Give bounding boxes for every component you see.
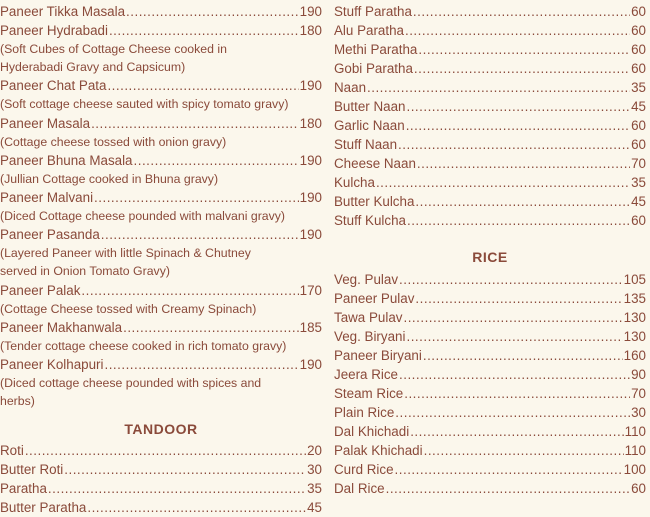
- item-name: Veg. Pulav: [334, 272, 399, 287]
- menu-item: [0, 318, 322, 337]
- item-description: (Cottage cheese tossed with onion gravy): [0, 134, 227, 149]
- item-price: 105: [623, 272, 646, 287]
- item-price: 190: [299, 78, 322, 94]
- item-price: 70: [631, 156, 646, 171]
- dot-leader: [386, 479, 630, 498]
- dot-leader: [101, 225, 299, 244]
- menu-item: [334, 441, 646, 460]
- item-name: Paneer Chat Pata: [0, 78, 107, 94]
- item-price: 35: [307, 481, 322, 497]
- dot-leader: [134, 151, 299, 170]
- item-name: Veg. Biryani: [334, 329, 406, 344]
- item-price: 135: [623, 291, 646, 306]
- item-description: herbs): [0, 394, 35, 409]
- item-name: Butter Paratha: [0, 500, 87, 516]
- menu-item: [334, 346, 646, 365]
- menu-item: [334, 116, 646, 135]
- dot-leader: [126, 2, 299, 21]
- item-description: (Tender cottage cheese cooked in rich tomato gravy): [0, 338, 287, 353]
- item-price: 180: [299, 115, 322, 131]
- menu-item: [334, 21, 646, 40]
- dot-leader: [91, 114, 299, 133]
- dot-leader: [415, 289, 622, 308]
- dot-leader: [417, 154, 630, 173]
- dot-leader: [399, 365, 630, 384]
- item-name: Curd Rice: [334, 462, 394, 477]
- menu-item: [0, 355, 322, 374]
- menu-item: [334, 154, 646, 173]
- menu-item: [334, 211, 646, 230]
- item-price: 190: [299, 227, 322, 243]
- menu-item: [0, 460, 322, 479]
- dot-leader: [87, 498, 306, 517]
- item-name: Alu Paratha: [334, 23, 404, 38]
- dot-leader: [415, 192, 630, 211]
- item-price: 60: [631, 23, 646, 38]
- rice-list: [334, 270, 646, 498]
- item-price: 20: [307, 443, 322, 459]
- dot-leader: [376, 173, 630, 192]
- item-name: Methi Paratha: [334, 42, 418, 57]
- item-price: 60: [631, 42, 646, 57]
- menu-item: [334, 479, 646, 498]
- dot-leader: [48, 479, 306, 498]
- item-price: 60: [631, 137, 646, 152]
- item-price: 70: [631, 386, 646, 401]
- tandoor-list: [0, 441, 322, 517]
- item-name: Paneer Bhuna Masala: [0, 152, 133, 168]
- left-column: [0, 2, 322, 517]
- item-name: Paneer Biryani: [334, 348, 422, 363]
- menu-item: [0, 281, 322, 300]
- dot-leader: [410, 422, 623, 441]
- item-price: 130: [623, 329, 646, 344]
- menu-item: [334, 135, 646, 154]
- item-name: Cheese Naan: [334, 156, 416, 171]
- menu-item: [334, 384, 646, 403]
- item-price: 190: [299, 190, 322, 206]
- item-price: 45: [631, 99, 646, 114]
- dot-leader: [107, 76, 298, 95]
- menu-item: [0, 76, 322, 95]
- menu-item: [0, 479, 322, 498]
- item-name: Plain Rice: [334, 405, 395, 420]
- dot-leader: [367, 78, 630, 97]
- item-price: 45: [631, 194, 646, 209]
- dot-leader: [424, 441, 624, 460]
- menu-item: [0, 225, 322, 244]
- menu-item: [334, 327, 646, 346]
- dot-leader: [418, 40, 630, 59]
- dot-leader: [395, 460, 623, 479]
- item-name: Paratha: [0, 481, 47, 497]
- item-price: 190: [299, 4, 322, 19]
- item-price: 30: [307, 462, 322, 478]
- menu-item: [334, 365, 646, 384]
- item-name: Garlic Naan: [334, 118, 405, 133]
- item-description: Hyderabadi Gravy and Capsicum): [0, 60, 186, 75]
- menu-item: [334, 460, 646, 479]
- bread-list: [334, 2, 646, 230]
- rice-heading: RICE: [472, 249, 508, 265]
- item-name: Paneer Pulav: [334, 291, 415, 306]
- item-name: Dal Rice: [334, 481, 385, 496]
- item-price: 60: [631, 61, 646, 76]
- item-price: 130: [623, 310, 646, 325]
- item-price: 110: [624, 443, 646, 458]
- item-name: Paneer Masala: [0, 115, 91, 131]
- item-name: Paneer Hydrabadi: [0, 23, 108, 38]
- item-name: Naan: [334, 80, 367, 95]
- item-price: 100: [623, 462, 646, 477]
- menu-item: [334, 270, 646, 289]
- item-price: 60: [631, 481, 646, 496]
- item-description: (Diced cottage cheese pounded with spices and: [0, 376, 262, 391]
- dot-leader: [81, 281, 298, 300]
- menu-item: [334, 192, 646, 211]
- item-name: Paneer Kolhapuri: [0, 357, 104, 373]
- dot-leader: [109, 21, 299, 40]
- dot-leader: [407, 211, 630, 230]
- item-description: (Diced Cottage cheese pounded with malvani gravy): [0, 209, 286, 224]
- item-name: Kulcha: [334, 175, 375, 190]
- dot-leader: [405, 21, 630, 40]
- dot-leader: [25, 441, 306, 460]
- dot-leader: [395, 403, 630, 422]
- item-price: 60: [631, 213, 646, 228]
- dot-leader: [64, 460, 306, 479]
- item-price: 35: [631, 175, 646, 190]
- item-price: 60: [631, 118, 646, 133]
- menu-item: [0, 2, 322, 21]
- item-price: 90: [631, 367, 646, 382]
- menu-item: [334, 78, 646, 97]
- menu-item: [334, 173, 646, 192]
- tandoor-heading: TANDOOR: [124, 421, 198, 438]
- paneer-list: [0, 2, 322, 410]
- item-name: Stuff Naan: [334, 137, 398, 152]
- dot-leader: [413, 2, 630, 21]
- item-price: 190: [299, 152, 322, 168]
- item-name: Butter Roti: [0, 462, 64, 478]
- menu-item: [334, 40, 646, 59]
- item-name: Stuff Kulcha: [334, 213, 406, 228]
- item-description: (Soft Cubes of Cottage Cheese cooked in: [0, 42, 227, 56]
- dot-leader: [406, 97, 630, 116]
- menu-item: [334, 2, 646, 21]
- menu-item: [334, 403, 646, 422]
- item-description: (Soft cottage cheese sauted with spicy tomato gravy): [0, 97, 289, 112]
- item-price: 170: [299, 282, 322, 298]
- menu-item: [334, 308, 646, 327]
- item-price: 185: [299, 319, 322, 335]
- item-description: (Layered Paneer with little Spinach & Chutney: [0, 246, 251, 261]
- item-name: Jeera Rice: [334, 367, 399, 382]
- item-description: served in Onion Tomato Gravy): [0, 264, 170, 279]
- dot-leader: [403, 308, 622, 327]
- item-name: Gobi Paratha: [334, 61, 413, 76]
- item-name: Roti: [0, 443, 24, 459]
- menu-item: [0, 21, 322, 40]
- item-name: Butter Naan: [334, 99, 406, 114]
- item-price: 30: [631, 405, 646, 420]
- dot-leader: [123, 318, 299, 337]
- menu-item: [334, 422, 646, 441]
- item-price: 180: [299, 23, 322, 38]
- item-name: Stuff Paratha: [334, 4, 412, 19]
- item-name: Paneer Palak: [0, 282, 81, 298]
- right-column: [334, 2, 646, 498]
- menu-item: [0, 441, 322, 460]
- dot-leader: [414, 59, 630, 78]
- item-price: 45: [307, 500, 322, 516]
- dot-leader: [104, 355, 298, 374]
- item-price: 160: [623, 348, 646, 363]
- menu-item: [0, 498, 322, 517]
- item-name: Paneer Pasanda: [0, 227, 100, 243]
- dot-leader: [94, 188, 299, 207]
- item-name: Steam Rice: [334, 386, 404, 401]
- dot-leader: [398, 135, 630, 154]
- menu-item: [0, 188, 322, 207]
- dot-leader: [406, 327, 622, 346]
- item-price: 60: [631, 4, 646, 19]
- item-name: Palak Khichadi: [334, 443, 423, 458]
- item-price: 35: [631, 80, 646, 95]
- menu-item: [334, 97, 646, 116]
- menu-item: [0, 151, 322, 170]
- menu-item: [0, 114, 322, 133]
- item-price: 190: [299, 357, 322, 373]
- menu-item: [334, 59, 646, 78]
- item-description: (Cottage Cheese tossed with Creamy Spinach): [0, 301, 257, 316]
- item-name: Paneer Tikka Masala: [0, 4, 126, 19]
- item-description: (Jullian Cottage cooked in Bhuna gravy): [0, 171, 219, 186]
- item-name: Dal Khichadi: [334, 424, 410, 439]
- dot-leader: [399, 270, 623, 289]
- item-name: Tawa Pulav: [334, 310, 403, 325]
- item-name: Paneer Malvani: [0, 190, 94, 206]
- item-price: 110: [624, 424, 646, 439]
- item-name: Paneer Makhanwala: [0, 319, 123, 335]
- menu-item: [334, 289, 646, 308]
- dot-leader: [404, 384, 630, 403]
- dot-leader: [423, 346, 623, 365]
- item-name: Butter Kulcha: [334, 194, 415, 209]
- dot-leader: [406, 116, 630, 135]
